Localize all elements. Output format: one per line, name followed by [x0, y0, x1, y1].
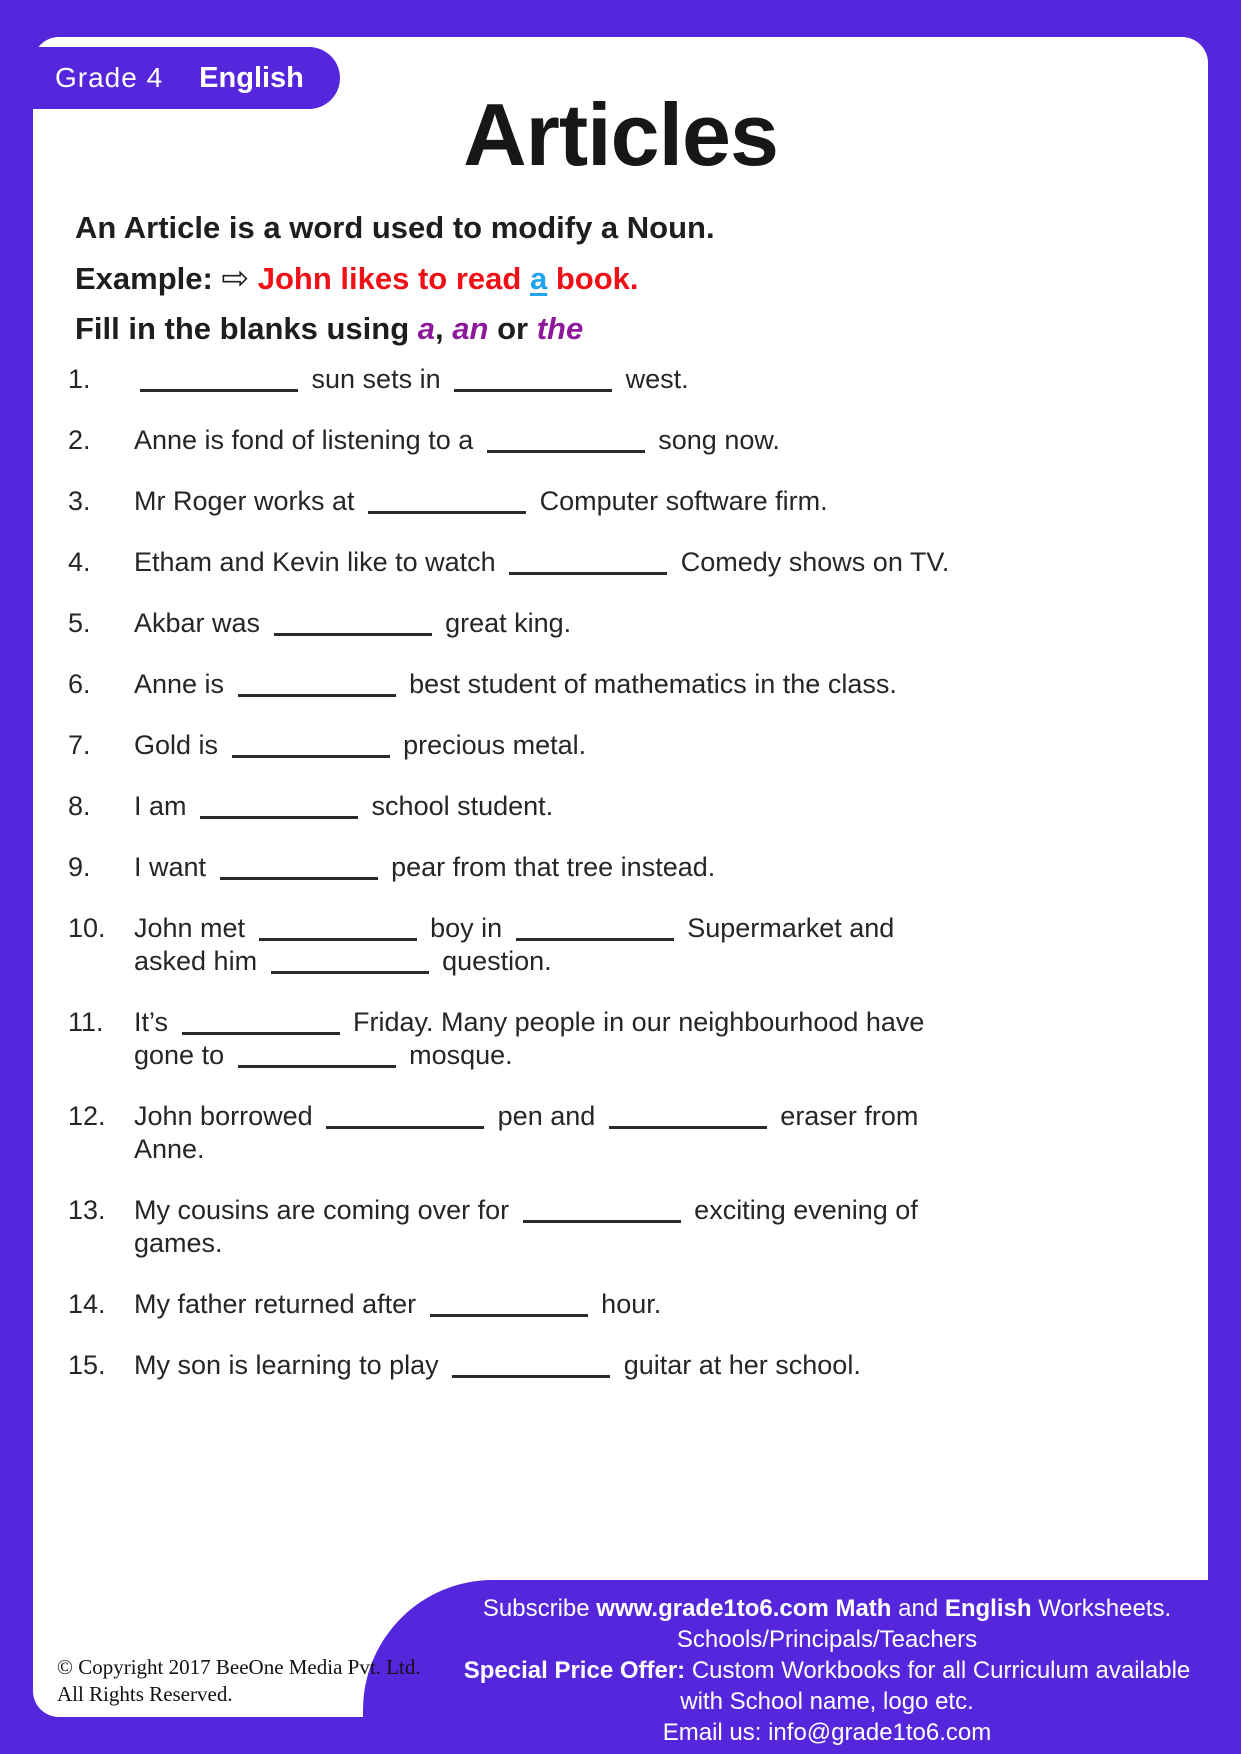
worksheet-item: [68, 790, 1168, 823]
fill-blank[interactable]: [140, 380, 298, 392]
item-number: 15.: [68, 1349, 106, 1380]
item-text: My cousins are coming over for exciting evening of games.: [134, 1194, 918, 1258]
item-text: John borrowed pen and eraser from Anne.: [134, 1100, 919, 1164]
worksheet-item: [68, 1006, 1168, 1072]
worksheet-item: [68, 1100, 1168, 1166]
footer-offer-line: [443, 1655, 1211, 1686]
item-text: My father returned after hour.: [134, 1288, 662, 1319]
copyright-line1: © Copyright 2017 BeeOne Media Pvt. Ltd.: [57, 1655, 421, 1679]
item-number: 12.: [68, 1100, 106, 1131]
and-text: and: [898, 1595, 939, 1622]
copyright-line2: All Rights Reserved.: [57, 1682, 233, 1706]
fill-blank[interactable]: [609, 1117, 767, 1129]
item-text: Gold is precious metal.: [134, 729, 587, 760]
copyright-notice: [57, 1654, 421, 1708]
item-text: Anne is best student of mathematics in the class.: [134, 668, 897, 699]
subscribe-text: Subscribe: [482, 1595, 590, 1622]
worksheet-item: [68, 1349, 1168, 1382]
fill-blank[interactable]: [259, 929, 417, 941]
article-option-an: an: [452, 310, 489, 346]
article-option-a: a: [417, 310, 436, 346]
footer-banner: [363, 1580, 1241, 1754]
item-number: 13.: [68, 1194, 106, 1225]
special-offer-text: Custom Workbooks for all Curriculum available: [691, 1657, 1191, 1684]
item-number: 1.: [68, 363, 91, 394]
worksheet-item: [68, 424, 1168, 457]
item-text: John met boy in Supermarket and asked him question.: [134, 912, 895, 976]
fill-blank[interactable]: [523, 1211, 681, 1223]
footer-audience-line: Schools/Principals/Teachers: [676, 1626, 978, 1653]
worksheet-item: [68, 1288, 1168, 1321]
example-sentence-part2: book.: [555, 260, 639, 296]
example-line: [75, 257, 1208, 297]
or-text: or: [497, 310, 529, 346]
item-number: 10.: [68, 912, 106, 943]
item-number: 5.: [68, 607, 91, 638]
footer-customization-line: with School name, logo etc.: [680, 1688, 974, 1715]
item-number: 4.: [68, 546, 91, 577]
worksheet-items: [68, 363, 1208, 1382]
item-text: sun sets in west.: [134, 363, 1168, 396]
footer-subscribe-line: [443, 1593, 1211, 1624]
grade-subject-badge: [33, 47, 340, 109]
fill-blank[interactable]: [430, 1305, 588, 1317]
worksheet-item: [68, 607, 1168, 640]
item-number: 6.: [68, 668, 91, 699]
fill-blank[interactable]: [182, 1023, 340, 1035]
worksheets-text: Worksheets.: [1038, 1595, 1172, 1622]
worksheet-item: [68, 1194, 1168, 1260]
right-arrow-icon: ⇨: [221, 257, 250, 297]
fill-blank[interactable]: [271, 962, 429, 974]
example-label: Example:: [75, 260, 213, 296]
worksheet-item: [68, 363, 1168, 396]
item-number: 2.: [68, 424, 91, 455]
website-url: www.grade1to6.com Math: [596, 1595, 892, 1622]
fill-blank[interactable]: [232, 746, 390, 758]
item-number: 7.: [68, 729, 91, 760]
item-text: It’s Friday. Many people in our neighbourhood have gone to mosque.: [134, 1006, 925, 1070]
worksheet-item: [68, 485, 1168, 518]
worksheet-item: [68, 912, 1168, 978]
worksheet-item: [68, 851, 1168, 884]
item-text: Mr Roger works at Computer software firm.: [134, 485, 828, 516]
fill-blank[interactable]: [452, 1366, 610, 1378]
item-text: Akbar was great king.: [134, 607, 572, 638]
article-option-the: the: [536, 310, 584, 346]
subject-label: English: [199, 61, 304, 94]
example-sentence-part1: John likes to read: [257, 260, 522, 296]
item-number: 3.: [68, 485, 91, 516]
fill-blank[interactable]: [238, 1056, 396, 1068]
fill-blank[interactable]: [220, 868, 378, 880]
item-text: I want pear from that tree instead.: [134, 851, 716, 882]
worksheet-item: [68, 729, 1168, 762]
fill-blank[interactable]: [509, 563, 667, 575]
fill-blank[interactable]: [274, 624, 432, 636]
instruction-prefix: Fill in the blanks using: [75, 310, 410, 346]
fill-blank[interactable]: [238, 685, 396, 697]
fill-blank[interactable]: [200, 807, 358, 819]
item-text: My son is learning to play guitar at her school.: [134, 1349, 861, 1380]
fill-blank[interactable]: [454, 380, 612, 392]
comma: ,: [435, 310, 444, 346]
item-number: 8.: [68, 790, 91, 821]
grade-label: Grade 4: [55, 62, 164, 93]
definition-text: [75, 210, 1208, 246]
worksheet-paper: [33, 37, 1208, 1717]
intro-section: [75, 210, 1208, 347]
item-text: Etham and Kevin like to watch Comedy shows on TV.: [134, 546, 950, 577]
instruction-line: [75, 311, 1208, 347]
worksheet-item: [68, 668, 1168, 701]
english-text: English: [944, 1595, 1032, 1622]
fill-blank[interactable]: [487, 441, 645, 453]
item-number: 14.: [68, 1288, 106, 1319]
fill-blank[interactable]: [326, 1117, 484, 1129]
item-number: 11.: [68, 1006, 104, 1037]
page-title: Articles: [463, 85, 778, 184]
example-article-highlight: a: [529, 260, 548, 296]
special-offer-label: Special Price Offer:: [463, 1657, 686, 1684]
fill-blank[interactable]: [368, 502, 526, 514]
footer-email-line: Email us: info@grade1to6.com: [662, 1719, 992, 1746]
item-text: I am school student.: [134, 790, 554, 821]
item-number: 9.: [68, 851, 91, 882]
definition-label: An Article is a word used to modify a Noun.: [75, 209, 715, 245]
worksheet-item: [68, 546, 1168, 579]
item-text: Anne is fond of listening to a song now.: [134, 424, 780, 455]
fill-blank[interactable]: [516, 929, 674, 941]
